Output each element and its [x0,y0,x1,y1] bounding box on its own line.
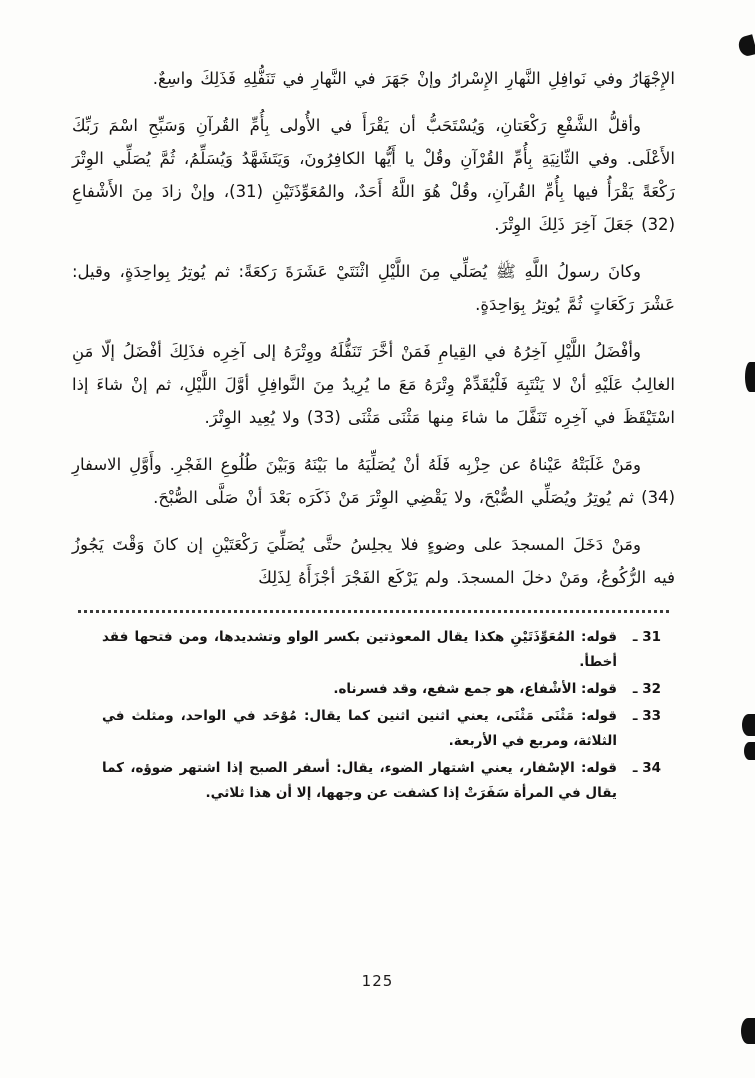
footnote-number: 34 ـ [632,759,661,776]
footnote-text: قوله: الأشْفاع، هو جمع شفع، وقد فسرناه. [333,680,617,697]
footnote-number: 33 ـ [632,707,661,724]
footnotes-block [72,623,675,806]
scan-artifact [742,714,755,736]
footnote-number: 31 ـ [632,629,661,645]
footnote-text: قوله: المُعَوِّذَتَيْنِ هكذا يقال المعوذتين بكسر الواو وتشديدها، ومن فتحها فقد أخطأ. [102,629,617,670]
main-text-block [72,62,675,594]
footnote-separator [78,610,669,613]
footnote-item [102,704,661,754]
scan-artifact [745,362,755,392]
footnote-text: قوله: مَثْنَى مَثْنَى، يعني اثنين اثنين كما يقال: مُوْحَد في الواحد، ومثلث في الثلاثة، ومربع في الأربعة. [102,707,617,749]
scan-artifact [744,742,755,760]
footnote-item [102,756,661,806]
paragraph: الإِجْهَارُ وفي نَوافِلِ النَّهارِ الإِسْرارُ وإنْ جَهَرَ في النَّهارِ في تَنَفُّلِهِ فَذَلِكَ واسِعٌ. [152,69,675,88]
scan-artifact [741,1018,755,1044]
paragraph: وأفْضَلُ اللَّيْلِ آخِرُهُ في القِيامِ فَمَنْ أخَّرَ تَنَفُّلَهُ ووِتْرَهُ إلى آخِرِه فذَلِكَ أفْضَلُ إلّا مَنِ الغالِبُ عَلَيْهِ أنْ لا يَنْتَبِهَ فَلْيُقَدِّمْ وِتْرَهُ مَعَ ما يُرِيدُ مِنَ النَّوافِلِ أوَّلَ اللَّيْلِ، ثم إنْ شاءَ إذا اسْتَيْقَظَ في آخِرِه تَنَفَّلَ ما شاءَ مِنها مَثْنَى مَثْنَى (33) ولا يُعِيد الوِتْرَ. [72,342,675,427]
paragraph: ومَنْ دَخَلَ المسجدَ على وضوءٍ فلا يجلِسُ حتَّى يُصَلِّيَ رَكْعَتَيْنِ إن كانَ وَقْتَ يَجُوزُ فيه الرُّكُوعُ، ومَنْ دخلَ المسجدَ. ولم يَرْكَع الفَجْرَ أجْزَأَهُ لِذَلِكَ [72,535,675,587]
paragraph: ومَنْ غَلَبَتْهُ عَيْناهُ عن حِزْبِه فَلَهُ أنْ يُصَلِّيَهُ ما بَيْنَهُ وَبَيْنَ طُلُوعِ الفَجْرِ. وأَوَّلِ الاسفارِ (34) ثم يُوتِرُ ويُصَلِّي الصُّبْحَ، ولا يَقْضِي الوِتْرَ مَنْ ذَكَرَه بَعْدَ أنْ صَلَّى الصُّبْحَ. [72,455,675,507]
paragraph: وكانَ رسولُ اللَّهِ ﷺ يُصَلِّي مِنَ اللَّيْلِ اثْنَتَيْ عَشَرَةَ رَكعَةً: ثم يُوتِرُ بِواحِدَةٍ، وقيل: عَشْرَ رَكَعَاتٍ ثُمَّ يُوتِرُ بِوَاحِدَةٍ. [72,262,675,314]
footnote-item [102,625,661,675]
page-number: 125 [361,972,394,990]
paragraph: وأقلُّ الشَّفْعِ رَكْعَتانِ، وَيُسْتَحَبُّ أن يَقْرَأَ في الأُولى بِأُمِّ القُرآنِ وَسَبِّحِ اسْمَ رَبِّكَ الأَعْلَى. وفي الثّانِيَةِ بِأُمِّ القُرْآنِ وقُلْ يا أَيُّها الكافِرُونَ، وَيَتَشَهَّدُ وَيُسَلِّمُ، ثُمَّ يُصَلِّي الوِتْرَ رَكْعَةً يَقْرَأُ فيها بِأُمِّ القُرآنِ، وقُلْ هُوَ اللَّهُ أَحَدٌ، والمُعَوِّذَتَيْنِ (31)، وإنْ زادَ مِنَ الأَشْفاعِ (32) جَعَلَ آخِرَ ذَلِكَ الوِتْرَ. [72,116,675,234]
footnote-number: 32 ـ [632,680,661,697]
scan-artifact [737,34,755,57]
page-content [72,62,675,808]
footnote-text: قوله: الإسْفار، يعني اشتهار الضوء، يقال: أسفر الصبح إذا اشتهر ضوؤه، كما يقال في المرأة سَفَرَتْ إذا كشفت عن وجهها، إلا أن هذا ثلاثي. [102,759,617,801]
footnote-item [102,677,661,702]
